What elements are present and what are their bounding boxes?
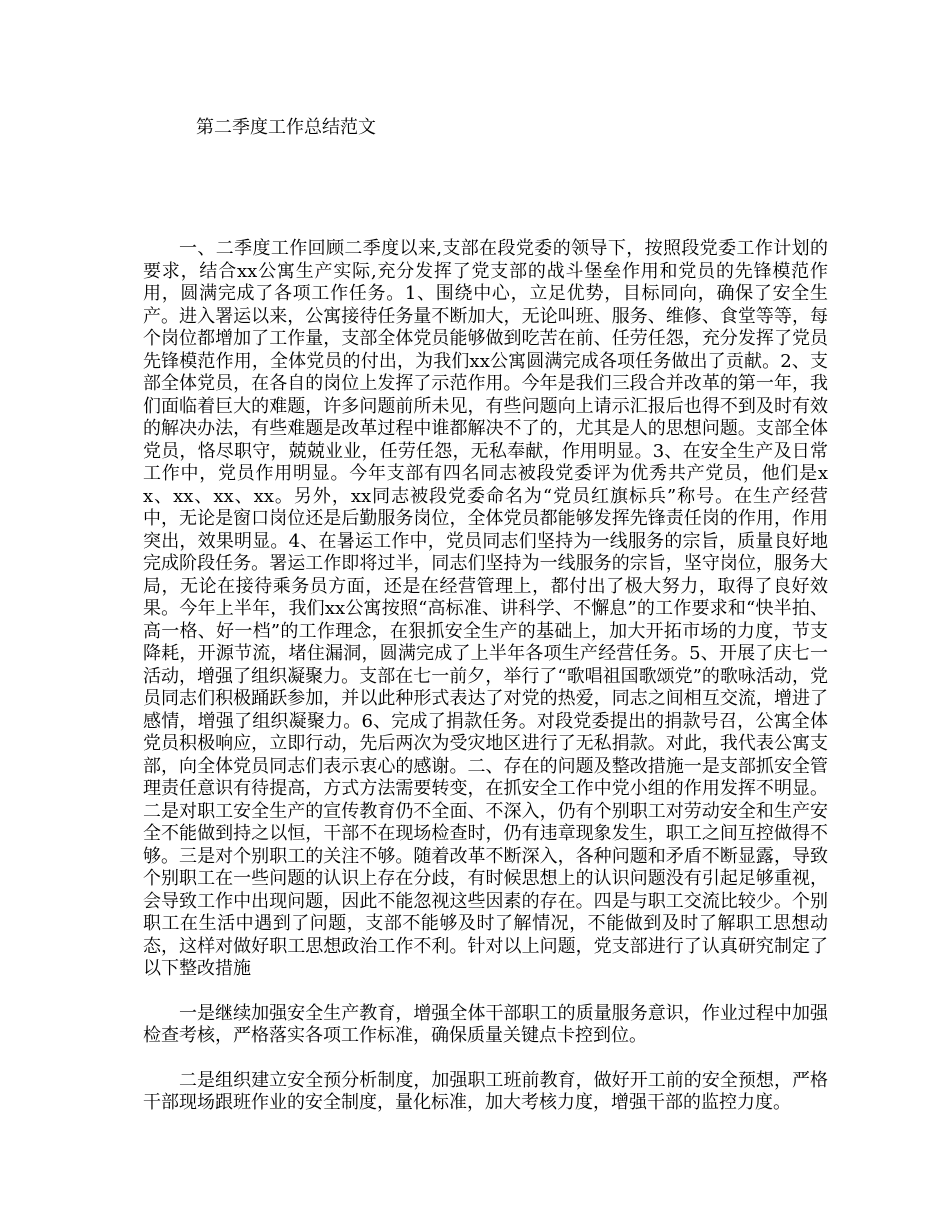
paragraph-measure-two: 二是组织建立安全预分析制度，加强职工班前教育，做好开工前的安全预想，严格干部现场跟班作业的安全制度，量化标准，加大考核力度，增强干部的监控力度。 bbox=[143, 1069, 828, 1113]
document-body bbox=[143, 238, 828, 1115]
paragraph-review-and-issues: 一、二季度工作回顾二季度以来,支部在段党委的领导下，按照段党委工作计划的要求，结合xx公寓生产实际,充分发挥了党支部的战斗堡垒作用和党员的先锋模范作用，圆满完成了各项工作任务。1、围绕中心，立足优势，目标同向，确保了安全生产。进入署运以来，公寓接待任务量不断加大，无论叫班、服务、维修、食堂等等，每个岗位都增加了工作量，支部全体党员能够做到吃苦在前、任劳任怨，充分发挥了党员先锋模范作用，全体党员的付出，为我们xx公寓圆满完成各项任务做出了贡献。2、支部全体党员，在各自的岗位上发挥了示范作用。今年是我们三段合并改革的第一年，我们面临着巨大的难题，许多问题前所未见，有些问题向上请示汇报后也得不到及时有效的解决办法，有些难题是改革过程中谁都解决不了的，尤其是人的思想问题。支部全体党员，恪尽职守，兢兢业业，任劳任怨，无私奉献，作用明显。3、在安全生产及日常工作中，党员作用明显。今年支部有四名同志被段党委评为优秀共产党员，他们是xx、xx、xx、xx。另外，xx同志被段党委命名为“党员红旗标兵”称号。在生产经营中，无论是窗口岗位还是后勤服务岗位，全体党员都能够发挥先锋责任岗的作用，作用突出，效果明显。4、在暑运工作中，党员同志们坚持为一线服务的宗旨，质量良好地完成阶段任务。署运工作即将过半，同志们坚持为一线服务的宗旨，坚守岗位，服务大局，无论在接待乘务员方面，还是在经营管理上，都付出了极大努力，取得了良好效果。今年上半年，我们xx公寓按照“高标准、讲科学、不懈息”的工作要求和“快半拍、高一格、好一档”的工作理念，在狠抓安全生产的基础上，加大开拓市场的力度，节支降耗，开源节流，堵住漏洞，圆满完成了上半年各项生产经营任务。5、开展了庆七一活动，增强了组织凝聚力。支部在七一前夕，举行了“歌唱祖国歌颂党”的歌咏活动，党员同志们积极踊跃参加，并以此种形式表达了对党的热爱，同志之间相互交流，增进了感情，增强了组织凝聚力。6、完成了捐款任务。对段党委提出的捐款号召，公寓全体党员积极响应，立即行动，先后两次为受灾地区进行了无私捐款。对此，我代表公寓支部，向全体党员同志们表示衷心的感谢。二、存在的问题及整改措施一是支部抓安全管理责任意识有待提高，方式方法需要转变，在抓安全工作中党小组的作用发挥不明显。二是对职工安全生产的宣传教育仍不全面、不深入，仍有个别职工对劳动安全和生产安全不能做到持之以恒，干部不在现场检查时，仍有违章现象发生，职工之间互控做得不够。三是对个别职工的关注不够。随着改革不断深入，各种问题和矛盾不断显露，导致个别职工在一些问题的认识上存在分歧，有时候思想上的认识问题没有引起足够重视，会导致工作中出现问题，因此不能忽视这些因素的存在。四是与职工交流比较少。个别职工在生活中遇到了问题，支部不能够及时了解情况，不能做到及时了解职工思想动态，这样对做好职工思想政治工作不利。针对以上问题，党支部进行了认真研究制定了以下整改措施 bbox=[143, 238, 828, 979]
paragraph-measure-one: 一是继续加强安全生产教育，增强全体干部职工的质量服务意识，作业过程中加强检查考核，严格落实各项工作标准，确保质量关键点卡控到位。 bbox=[143, 1002, 828, 1046]
document-title: 第二季度工作总结范文 bbox=[196, 117, 376, 138]
